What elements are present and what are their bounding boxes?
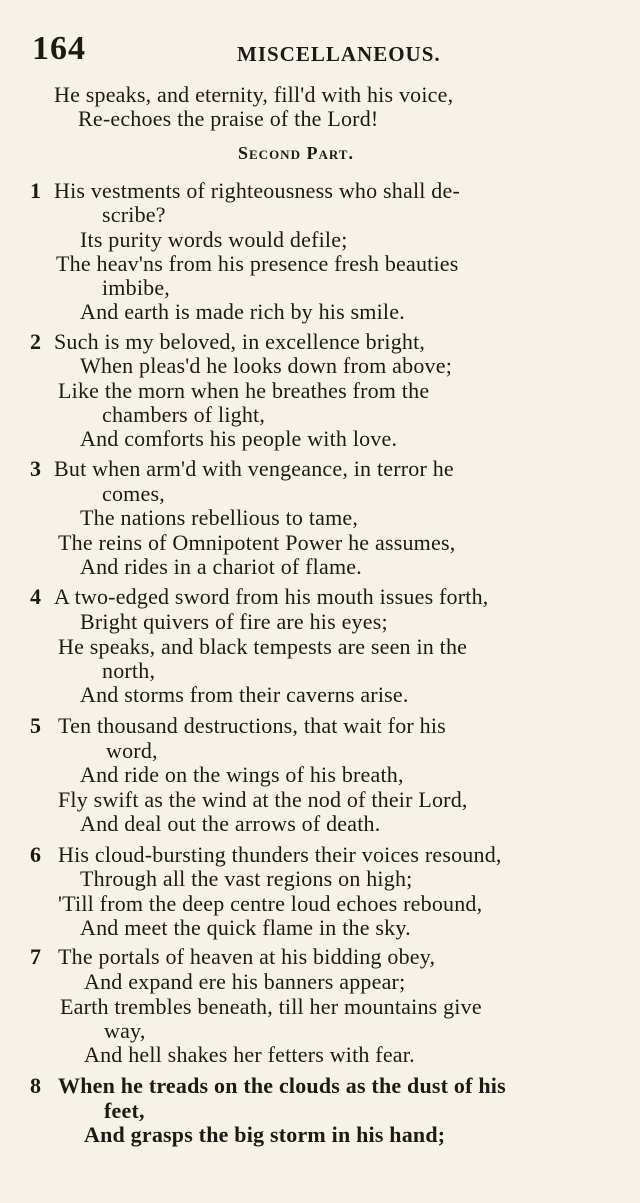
- verse-line: Ten thousand destructions, that wait for his: [58, 713, 446, 738]
- verse-line: scribe?: [102, 202, 166, 227]
- stanza-number: 6: [30, 842, 41, 867]
- verse-line: The nations rebellious to tame,: [80, 505, 359, 530]
- verse-line: His cloud-bursting thunders their voices resound,: [58, 842, 502, 867]
- stanza-number: 5: [30, 713, 41, 738]
- verse-line: north,: [102, 658, 156, 683]
- stanza-number: 3: [30, 456, 41, 481]
- running-title: MISCELLANEOUS.: [237, 42, 441, 66]
- verse-line: imbibe,: [102, 275, 171, 300]
- verse-line: The heav'ns from his presence fresh beauties: [56, 251, 459, 276]
- page-header: [32, 30, 612, 70]
- verse-line: His vestments of righteousness who shall de-: [54, 178, 460, 203]
- stanza-number: 8: [30, 1073, 41, 1098]
- stanza-number: 2: [30, 329, 41, 354]
- verse-line: When he treads on the clouds as the dust of his: [58, 1073, 506, 1098]
- verse-line: Such is my beloved, in excellence bright,: [54, 329, 426, 354]
- verse-line: He speaks, and black tempests are seen in the: [58, 634, 468, 659]
- verse-line: And ride on the wings of his breath,: [80, 762, 404, 787]
- verse-line: The reins of Omnipotent Power he assumes,: [58, 530, 456, 555]
- verse-line: Like the morn when he breathes from the: [58, 378, 430, 403]
- part-title: Second Part.: [238, 143, 354, 163]
- verse-line: chambers of light,: [102, 402, 266, 427]
- continuation-line: Re-echoes the praise of the Lord!: [78, 106, 379, 131]
- continuation-line: He speaks, and eternity, fill'd with his voice,: [54, 82, 454, 107]
- stanza-number: 7: [30, 944, 41, 969]
- verse-line: Its purity words would defile;: [80, 227, 348, 252]
- verse-line: And expand ere his banners appear;: [84, 969, 406, 994]
- verse-line: When pleas'd he looks down from above;: [80, 353, 453, 378]
- verse-line: And earth is made rich by his smile.: [80, 299, 405, 324]
- verse-line: word,: [106, 738, 158, 763]
- verse-line: feet,: [104, 1098, 145, 1123]
- verse-line: And storms from their caverns arise.: [80, 682, 409, 707]
- verse-line: Through all the vast regions on high;: [80, 866, 413, 891]
- verse-line: And deal out the arrows of death.: [80, 811, 381, 836]
- verse-line: comes,: [102, 481, 165, 506]
- verse-line: And meet the quick flame in the sky.: [80, 915, 411, 940]
- verse-line: And hell shakes her fetters with fear.: [84, 1042, 415, 1067]
- verse-line: But when arm'd with vengeance, in terror he: [54, 456, 454, 481]
- verse-line: way,: [104, 1018, 146, 1043]
- verse-line: Bright quivers of fire are his eyes;: [80, 609, 388, 634]
- verse-line: A two-edged sword from his mouth issues forth,: [54, 584, 489, 609]
- verse-line: And rides in a chariot of flame.: [80, 554, 362, 579]
- verse-line: The portals of heaven at his bidding obey,: [58, 944, 436, 969]
- page-number: 164: [32, 30, 86, 67]
- verse-line: 'Till from the deep centre loud echoes rebound,: [58, 891, 483, 916]
- stanza-number: 1: [30, 178, 41, 203]
- stanza-number: 4: [30, 584, 41, 609]
- verse-line: And grasps the big storm in his hand;: [84, 1122, 446, 1147]
- verse-line: And comforts his people with love.: [80, 426, 398, 451]
- verse-line: Fly swift as the wind at the nod of their Lord,: [58, 787, 468, 812]
- verse-line: Earth trembles beneath, till her mountains give: [60, 994, 482, 1019]
